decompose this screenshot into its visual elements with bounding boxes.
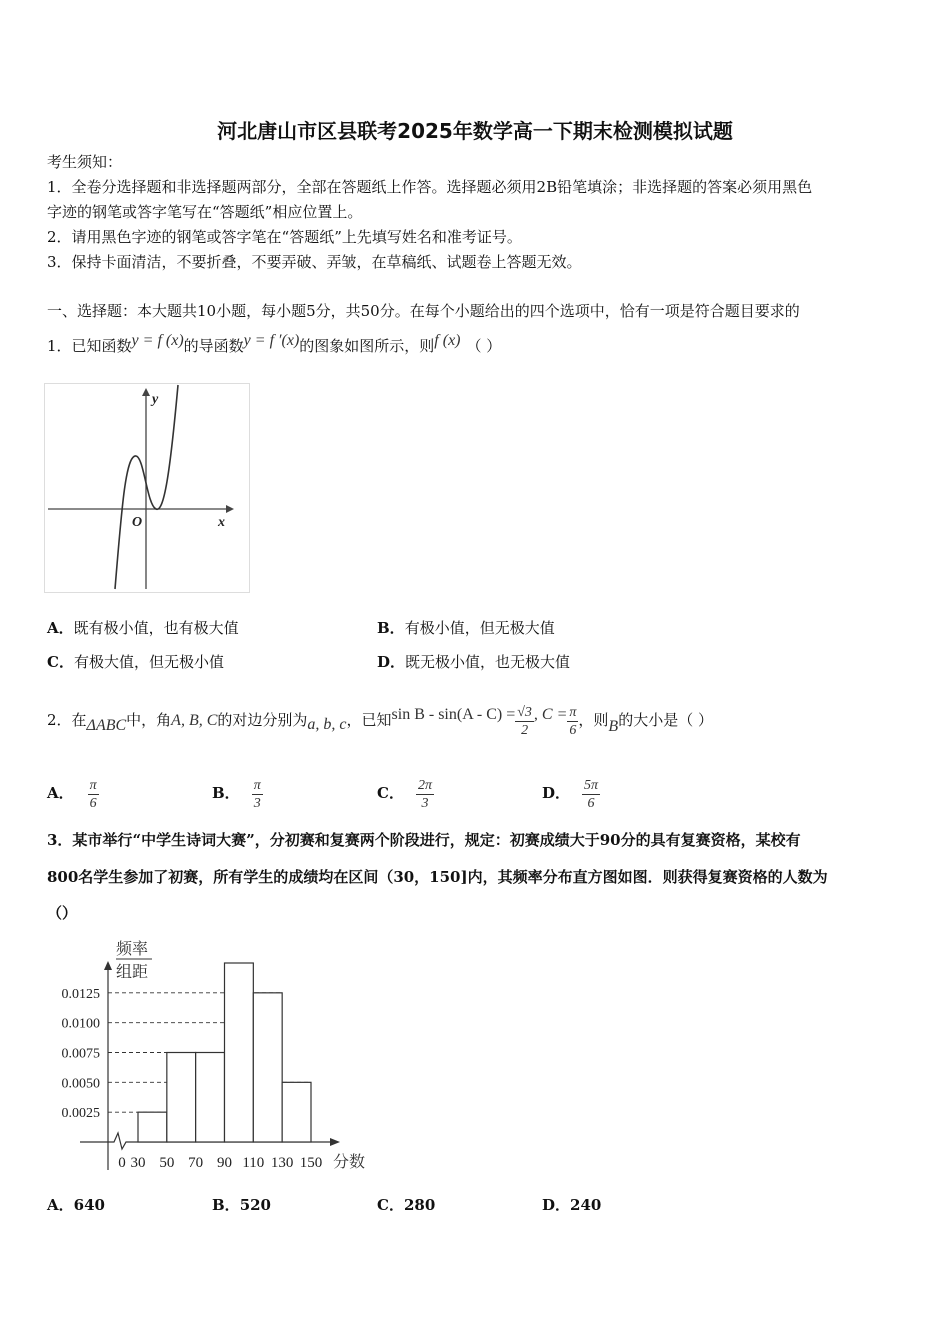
histogram-bar — [253, 993, 282, 1142]
q1-suffix: （ ） — [466, 337, 502, 355]
q3-option-b: B．520 — [212, 1196, 271, 1214]
q2-mid3: ，已知 — [346, 711, 392, 729]
q2-suffix: 的大小是（ ） — [618, 711, 713, 729]
x-tick-label: 30 — [130, 1155, 146, 1171]
q2-option-d: D． $\frac{5\pi}{6}$ — [542, 777, 599, 811]
question-2 — [47, 697, 713, 744]
q2-prefix: 2．在 — [47, 711, 87, 729]
histogram-bar — [167, 1053, 196, 1143]
histogram-bar — [282, 1082, 311, 1142]
y-tick-label: 0.0100 — [61, 1016, 100, 1032]
q1-option-a: A．既有极小值，也有极大值 — [47, 619, 239, 637]
y-tick-label: 0.0075 — [61, 1046, 100, 1062]
q1-option-b: B．有极小值，但无极大值 — [377, 619, 555, 637]
q1-formula-fx: f (x) — [434, 332, 461, 349]
x-tick-label: 150 — [299, 1155, 323, 1171]
q2-mid1: 中，角 — [126, 711, 172, 729]
q2-mid2: 的对边分别为 — [217, 711, 308, 729]
page-title: 河北唐山市区县联考2025年数学高一下期末检测模拟试题 — [217, 119, 733, 143]
x-tick-label: 110 — [242, 1155, 265, 1171]
section-heading: 一、选择题：本大题共10小题，每小题5分，共50分。在每个小题给出的四个选项中，恰有一项是符合题目要求的 — [47, 302, 800, 320]
q2-equation-left: sin B - sin(A - C) = — [391, 706, 516, 723]
x-axis-arrow-icon — [226, 505, 234, 513]
question-1 — [47, 334, 501, 359]
y-label-bottom: 组距 — [116, 964, 149, 981]
x-tick-label: 70 — [188, 1155, 204, 1171]
q2-option-b: B． $\frac{\pi}{3}$ — [212, 777, 261, 811]
q2-sqrt3-over-2: $\frac{√3}{2}$ — [517, 704, 532, 738]
x-tick-label: 130 — [270, 1155, 294, 1171]
notice-item-1: 1．全卷分选择题和非选择题两部分，全部在答题纸上作答。选择题必须用2B铅笔填涂；非选择题的答案必须用黑色 — [47, 178, 813, 196]
y-axis-arrow-icon — [104, 961, 112, 970]
y-tick-label: 0.0125 — [61, 986, 100, 1002]
q2-triangle: ΔABC — [86, 717, 127, 734]
q1-option-c: C．有极大值，但无极小值 — [47, 653, 224, 671]
q2-pi-over-6: $\frac{\pi}{6}$ — [569, 704, 577, 738]
q3-option-d: D．240 — [542, 1196, 602, 1214]
q1-mid1: 的导函数 — [183, 337, 244, 355]
q2-angle-b: B — [608, 718, 619, 735]
notice-item-2: 2．请用黑色字迹的钢笔或答字笔在“答题纸”上先填写姓名和准考证号。 — [47, 228, 522, 246]
x-tick-label: 0 — [118, 1155, 126, 1171]
y-tick-label: 0.0050 — [61, 1076, 100, 1092]
histogram-bar — [196, 1053, 225, 1143]
q3-line-1: 3．某市举行“中学生诗词大赛”，分初赛和复赛两个阶段进行，规定：初赛成绩大于90分的具有复赛资格，某校有 — [47, 831, 801, 849]
q1-option-d: D．既无极小值，也无极大值 — [377, 653, 571, 671]
q3-line-3: （） — [47, 904, 78, 922]
notice-heading: 考生须知： — [47, 153, 123, 171]
x-tick-label: 50 — [159, 1155, 175, 1171]
x-axis-label: 分数 — [333, 1154, 366, 1171]
q2-option-c: C． $\frac{2\pi}{3}$ — [377, 777, 432, 811]
histogram-bar — [138, 1112, 167, 1142]
q2-equation-c: , C = — [533, 706, 568, 723]
histogram-bar — [225, 963, 254, 1142]
q3-line-2: 800名学生参加了初赛，所有学生的成绩均在区间（30，150]内，其频率分布直方图如图．则获得复赛资格的人数为 — [47, 868, 828, 886]
y-tick-label: 0.0025 — [61, 1106, 100, 1122]
q2-angles: A, B, C — [171, 712, 218, 729]
graph-y-label: y — [152, 392, 159, 407]
q1-mid2: 的图象如图所示，则 — [299, 337, 435, 355]
graph-x-label: x — [218, 515, 225, 530]
q1-formula-f: y = f (x) — [131, 332, 184, 349]
q1-derivative-graph — [44, 383, 250, 593]
q3-option-a: A．640 — [47, 1196, 105, 1214]
q2-mid4: ，则 — [578, 711, 609, 729]
notice-item-3: 3．保持卡面清洁，不要折叠，不要弄破、弄皱，在草稿纸、试题卷上答题无效。 — [47, 253, 582, 271]
q3-option-c: C．280 — [377, 1196, 436, 1214]
q2-sides: a, b, c — [307, 716, 347, 733]
x-tick-label: 90 — [217, 1155, 232, 1171]
x-axis-arrow-icon — [330, 1138, 340, 1146]
y-label-top: 频率 — [116, 941, 149, 958]
graph-origin-label: O — [132, 515, 143, 530]
q1-prefix: 1．已知函数 — [47, 337, 132, 355]
q1-formula-fprime: y = f ′(x) — [243, 332, 300, 349]
q3-frequency-histogram — [44, 930, 384, 1180]
y-axis-arrow-icon — [142, 388, 150, 396]
q2-option-a: A． $\frac{\pi}{6}$ — [47, 777, 97, 811]
notice-item-1-cont: 字迹的钢笔或答字笔写在“答题纸”相应位置上。 — [47, 203, 363, 221]
